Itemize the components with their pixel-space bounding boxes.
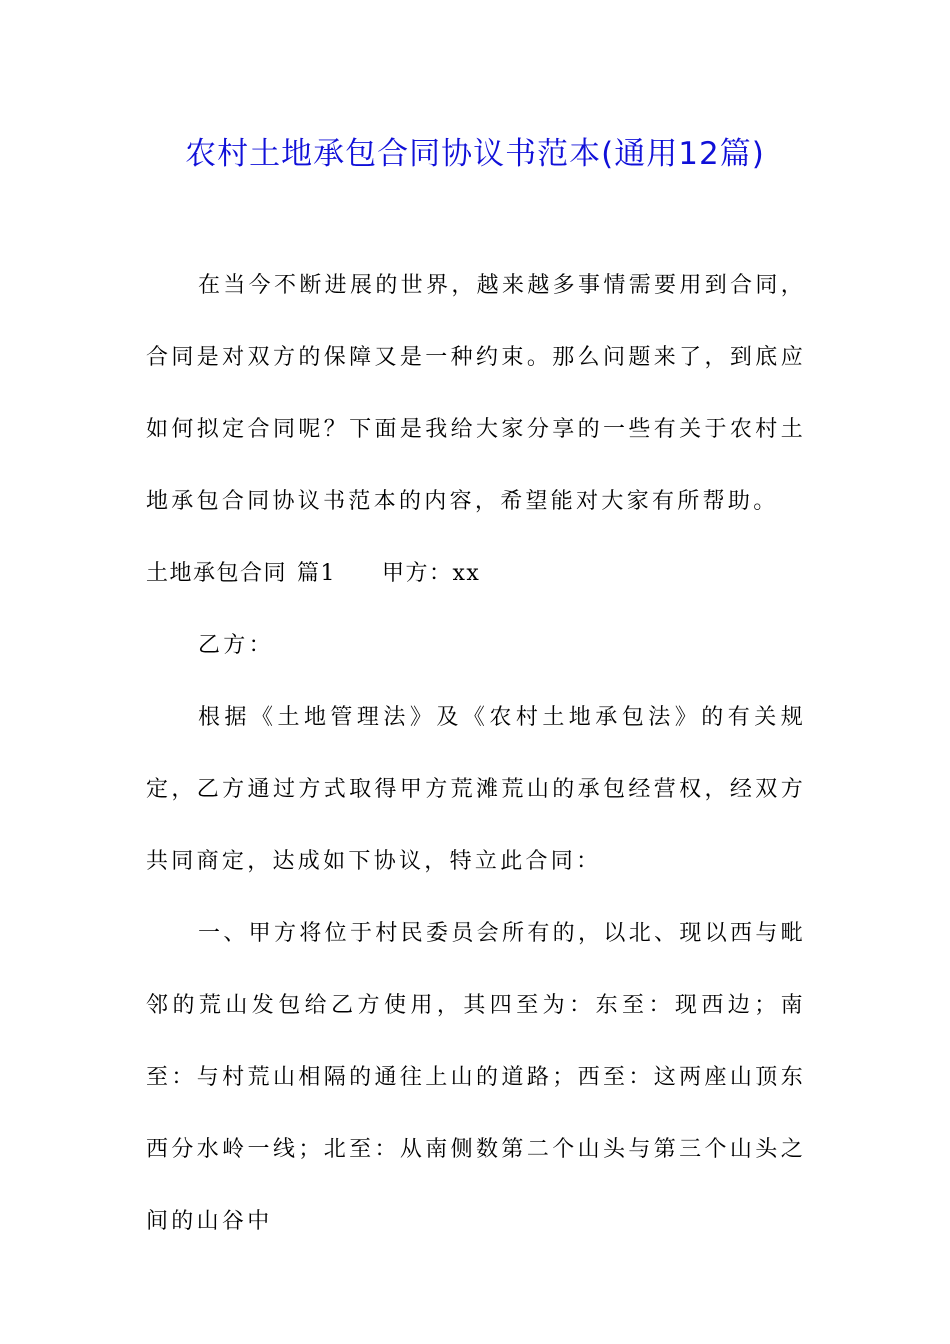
- contract-paragraph-2: 一、甲方将位于村民委员会所有的，以北、现以西与毗邻的荒山发包给乙方使用，其四至为：东至：现西边；南至：与村荒山相隔的通往上山的道路；西至：这两座山顶东西分水岭一线；北至：从南侧数第二个山头与第三个山头之间的山谷中: [146, 921, 806, 1234]
- party-a-line: 甲方：xx: [382, 561, 481, 586]
- section-number: 篇1: [297, 561, 337, 586]
- document-body: [146, 250, 806, 1258]
- section-name: 土地承包合同: [146, 561, 288, 586]
- intro-paragraph: 在当今不断进展的世界，越来越多事情需要用到合同，合同是对双方的保障又是一种约束。那么问题来了，到底应如何拟定合同呢？下面是我给大家分享的一些有关于农村土地承包合同协议书范本的内容，希望能对大家有所帮助。: [146, 273, 806, 514]
- document-title: 农村土地承包合同协议书范本(通用12篇): [185, 136, 765, 172]
- contract-paragraph-1: 根据《土地管理法》及《农村土地承包法》的有关规定，乙方通过方式取得甲方荒滩荒山的承包经营权，经双方共同商定，达成如下协议，特立此合同：: [146, 705, 806, 874]
- section-heading: [146, 538, 806, 610]
- party-b-line: 乙方：: [198, 633, 274, 658]
